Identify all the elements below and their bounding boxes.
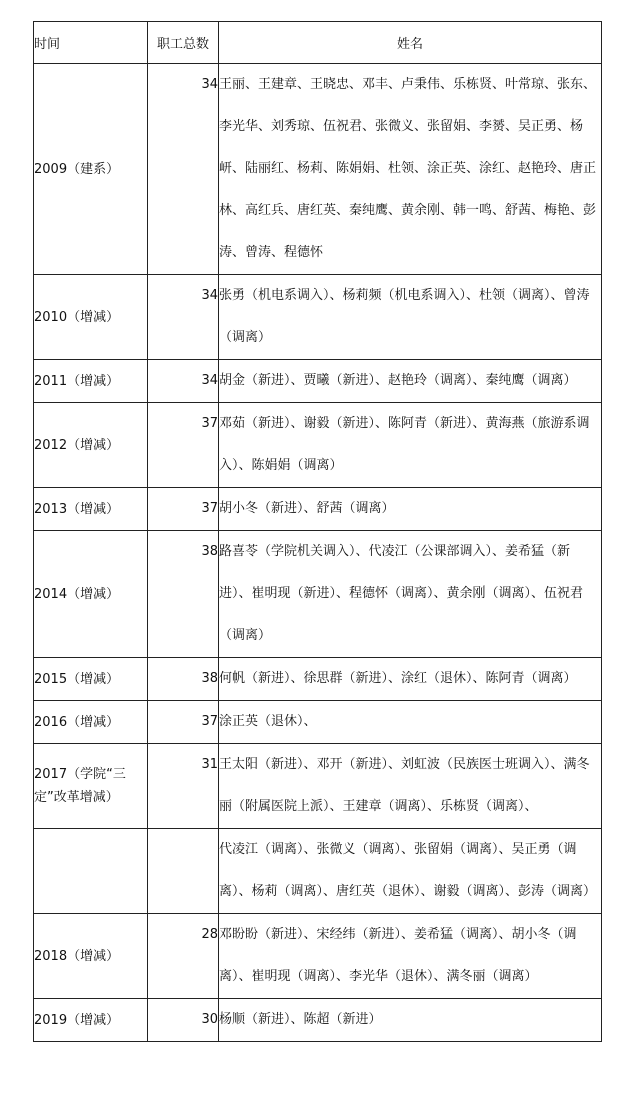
cell-names: 胡小冬（新进）、舒茜（调离） <box>219 488 602 531</box>
cell-staff-count: 28 <box>148 914 219 999</box>
cell-names: 路喜苓（学院机关调入）、代凌江（公课部调入）、姜希猛（新进）、崔明现（新进）、程德怀（调离）、黄余刚（调离）、伍祝君（调离） <box>219 531 602 658</box>
cell-year: 2012（增减） <box>34 403 148 488</box>
cell-year: 2013（增减） <box>34 488 148 531</box>
cell-names: 杨顺（新进）、陈超（新进） <box>219 999 602 1042</box>
table-row <box>34 360 602 403</box>
cell-names: 胡金（新进）、贾曦（新进）、赵艳玲（调离）、秦纯鹰（调离） <box>219 360 602 403</box>
cell-year: 2011（增减） <box>34 360 148 403</box>
cell-names: 邓茹（新进）、谢毅（新进）、陈阿青（新进）、黄海燕（旅游系调入）、陈娟娟（调离） <box>219 403 602 488</box>
cell-names: 邓盼盼（新进）、宋经纬（新进）、姜希猛（调离）、胡小冬（调离）、崔明现（调离）、李光华（退休）、满冬丽（调离） <box>219 914 602 999</box>
table-header <box>34 22 602 64</box>
cell-names: 王太阳（新进）、邓开（新进）、刘虹波（民族医士班调入）、满冬丽（附属医院上派）、王建章（调离）、乐栋贤（调离）、 <box>219 744 602 829</box>
cell-year: 2014（增减） <box>34 531 148 658</box>
header-row <box>34 22 602 64</box>
table-row <box>34 658 602 701</box>
table-row <box>34 914 602 999</box>
cell-staff-count: 38 <box>148 658 219 701</box>
header-staff-count: 职工总数 <box>148 22 219 64</box>
cell-names: 张勇（机电系调入）、杨莉频（机电系调入）、杜领（调离）、曾涛（调离） <box>219 275 602 360</box>
table-row <box>34 275 602 360</box>
cell-names: 何帆（新进）、徐思群（新进）、涂红（退休）、陈阿青（调离） <box>219 658 602 701</box>
table-row <box>34 403 602 488</box>
staff-changes-table <box>33 21 602 1042</box>
cell-year <box>34 829 148 914</box>
cell-year: 2015（增减） <box>34 658 148 701</box>
cell-year: 2019（增减） <box>34 999 148 1042</box>
cell-year: 2017（学院“三定”改革增减） <box>34 744 148 829</box>
cell-year: 2018（增减） <box>34 914 148 999</box>
cell-staff-count: 38 <box>148 531 219 658</box>
table-row <box>34 744 602 829</box>
cell-staff-count: 31 <box>148 744 219 829</box>
cell-staff-count <box>148 829 219 914</box>
cell-staff-count: 37 <box>148 488 219 531</box>
cell-names: 王丽、王建章、王晓忠、邓丰、卢秉伟、乐栋贤、叶常琼、张东、李光华、刘秀琼、伍祝君、张微义、张留娟、李赟、吴正勇、杨岍、陆丽红、杨莉、陈娟娟、杜领、涂正英、涂红、赵艳玲、唐正林、高红兵、唐红英、秦纯鹰、黄余刚、韩一鸣、舒茜、梅艳、彭涛、曾涛、程德怀 <box>219 64 602 275</box>
cell-staff-count: 37 <box>148 701 219 744</box>
cell-year: 2016（增减） <box>34 701 148 744</box>
cell-year: 2010（增减） <box>34 275 148 360</box>
cell-year: 2009（建系） <box>34 64 148 275</box>
cell-staff-count: 37 <box>148 403 219 488</box>
cell-staff-count: 34 <box>148 275 219 360</box>
header-year: 时间 <box>34 22 148 64</box>
cell-names: 涂正英（退休）、 <box>219 701 602 744</box>
table-body <box>34 64 602 1042</box>
table-row <box>34 64 602 275</box>
table-row <box>34 488 602 531</box>
cell-names: 代凌江（调离）、张微义（调离）、张留娟（调离）、吴正勇（调离）、杨莉（调离）、唐红英（退休）、谢毅（调离）、彭涛（调离） <box>219 829 602 914</box>
cell-staff-count: 30 <box>148 999 219 1042</box>
table-row <box>34 701 602 744</box>
header-names: 姓名 <box>219 22 602 64</box>
cell-staff-count: 34 <box>148 360 219 403</box>
table-row <box>34 531 602 658</box>
cell-staff-count: 34 <box>148 64 219 275</box>
table-row <box>34 999 602 1042</box>
table-row <box>34 829 602 914</box>
